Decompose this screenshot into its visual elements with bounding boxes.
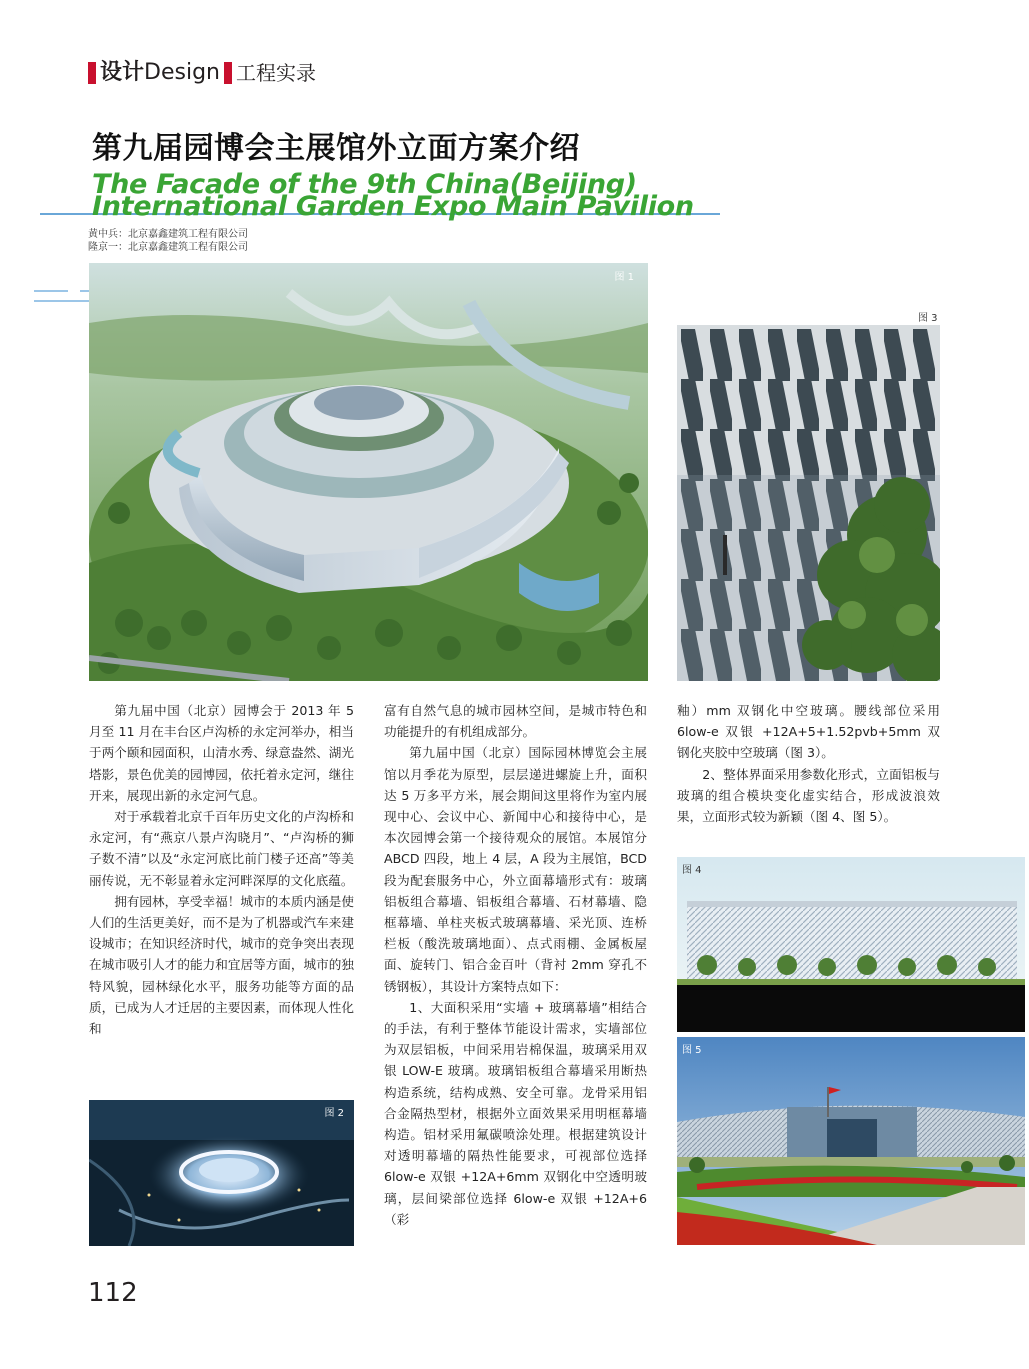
header-red-bar-1: [88, 62, 96, 84]
section-en: Design: [144, 60, 220, 85]
article-title-en-line2: International Garden Expo Main Pavilion: [92, 191, 694, 222]
col2-continuation: 富有自然气息的城市园林空间，是城市特色和功能提升的有机组成部分。: [384, 703, 647, 740]
figure-2-night-rendering: [89, 1100, 354, 1246]
figure-1-label: 图 1: [614, 272, 634, 283]
figure-3-label: 图 3: [918, 313, 938, 324]
figure-5-image: [677, 1037, 1025, 1245]
figure-3-facade-pattern: [677, 325, 940, 681]
section-header: [100, 61, 220, 85]
col2-paragraph-2: 1、大面积采用“实墙 + 玻璃幕墙”相结合的手法，有利于整体节能设计需求，实墙部位为双层铝板，中间采用岩棉保温，玻璃采用双银 LOW-E 玻璃。玻璃铝板组合幕墙采用断热构造系统，结构成熟、安全可靠。龙骨采用铝合金隔热型材，根据外立面效果采用明框幕墙构造。铝材采用氟碳喷涂处理。根据建筑设计对透明幕墙的隔热性能要求，可视部位选择 6low-e 双银 +12A+6mm 双钢化中空透明玻璃，层间梁部位选择 6low-e 双银 +12A+6（彩: [384, 999, 647, 1227]
figure-5-label: 图 5: [682, 1045, 702, 1056]
col1-paragraph-1: 第九届中国（北京）园博会于 2013 年 5 月至 11 月在丰台区卢沟桥的永定河举办，相当于两个颐和园面积，山清水秀、绿意盎然、湖光塔影，景色优美的园博园，依托着永定河，继往开来，展现出新的永定河气息。: [89, 703, 354, 803]
article-title-cn: 第九届园博会主展馆外立面方案介绍: [92, 131, 580, 166]
col3-paragraph-1: 2、整体界面采用参数化形式，立面铝板与玻璃的组合模块变化虚实结合，形成波浪效果，立面形式较为新颖（图 4、图 5）。: [677, 766, 940, 825]
col2-paragraph-1: 第九届中国（北京）国际园林博览会主展馆以月季花为原型，层层递进螺旋上升，面积达 5 万多平方米，展会期间这里将作为室内展现中心、会议中心、新闻中心和接待中心，是本次园博会第一个接待观众的展馆。本展馆分 ABCD 四段，地上 4 层，A 段为主展馆，BCD 段为配套服务中心，外立面幕墙形式有：玻璃铝板组合幕墙、铝板组合幕墙、石材幕墙、隐框幕墙、单柱夹板式玻璃幕墙、采光顶、连桥栏板（酸洗玻璃地面）、点式雨棚、金属板屋面、旋转门、铝合金百叶（背衬 2mm 穿孔不锈钢板），其设计方案特点如下：: [384, 745, 647, 994]
col1-paragraph-3: 拥有园林，享受幸福！城市的本质内涵是使人们的生活更美好，而不是为了机器或汽车来建设城市；在知识经济时代，城市的竞争突出表现在城市吸引人才的能力和宜居等方面，城市的独特风貌，园林绿化水平，服务功能等方面的品质，已成为人才迁居的主要因素，而体现人性化和: [89, 893, 354, 1037]
subsection-header: 工程实录: [236, 61, 316, 85]
figure-4-image: [677, 857, 1025, 1032]
figure-2-image: [89, 1100, 354, 1246]
author-1: 黄中兵：北京嘉鑫建筑工程有限公司: [88, 229, 248, 240]
figure-2-label: 图 2: [324, 1108, 344, 1119]
figure-3-image: [677, 325, 940, 681]
section-cn: 设计: [100, 60, 145, 85]
margin-deco-line-3: [34, 300, 90, 302]
page-number: 112: [88, 1278, 138, 1308]
column-1-text: [89, 700, 354, 1039]
col1-paragraph-2: 对于承载着北京千百年历史文化的卢沟桥和永定河，有“燕京八景卢沟晓月”、“卢沟桥的狮子数不清”以及“永定河底比前门楼子还高”等美丽传说，无不彰显着永定河畔深厚的文化底蕴。: [89, 809, 354, 888]
column-3-text: [677, 700, 940, 827]
article-title-en-line1: The Facade of the 9th China(Beijing): [92, 169, 637, 200]
column-2-text: [384, 700, 647, 1230]
figure-5-building-photo: [677, 1037, 1025, 1245]
figure-1-aerial-rendering: [89, 263, 648, 681]
margin-deco-line-1: [34, 290, 68, 292]
figure-1-image: [89, 263, 648, 681]
header-red-bar-2: [224, 62, 232, 84]
author-2: 隆京一：北京嘉鑫建筑工程有限公司: [88, 242, 248, 253]
col3-continuation: 釉）mm 双钢化中空玻璃。腰线部位采用 6low-e 双银 +12A+5+1.52pvb+5mm 双钢化夹胶中空玻璃（图 3）。: [677, 703, 940, 761]
figure-4-facade-elevation: [677, 857, 1025, 1032]
figure-4-label: 图 4: [682, 865, 702, 876]
